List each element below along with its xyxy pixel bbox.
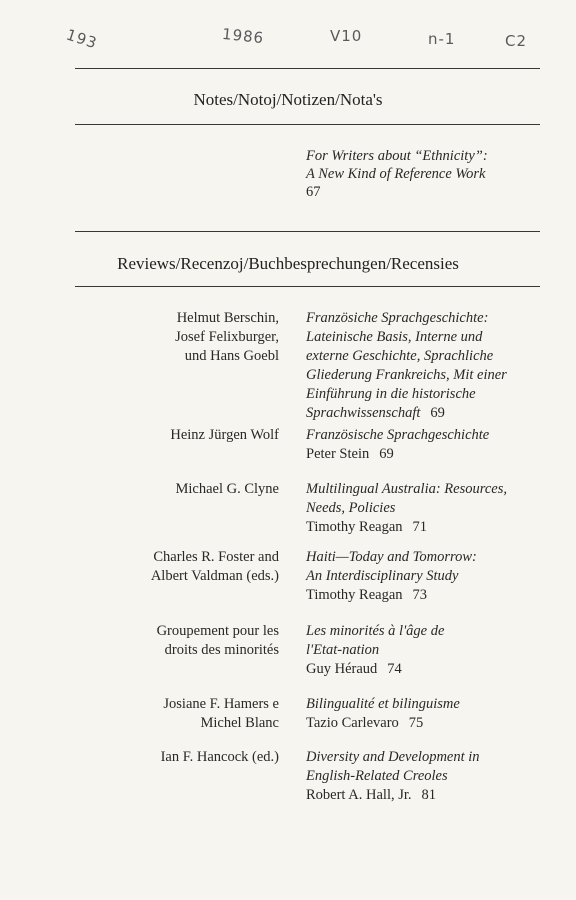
notes-heading: Notes/Notoj/Notizen/Nota's bbox=[193, 90, 383, 109]
reviews-heading: Reviews/Recenzoj/Buchbesprechungen/Recensies bbox=[117, 254, 459, 273]
review-author: Helmut Berschin, Josef Felixburger, und Hans Goebl bbox=[175, 310, 279, 364]
notes-item bbox=[306, 147, 541, 201]
review-page-number: 81 bbox=[421, 787, 437, 803]
handwritten-note: n-1 bbox=[428, 30, 456, 48]
review-page-number: 71 bbox=[412, 519, 428, 535]
review-title: Diversity and Development in English-Related Creoles bbox=[306, 749, 480, 784]
divider bbox=[75, 286, 540, 287]
review-author: Michael G. Clyne bbox=[175, 481, 279, 497]
review-author: Groupement pour les droits des minorités bbox=[156, 623, 279, 658]
note-title-line: A New Kind of Reference Work bbox=[306, 166, 486, 182]
handwritten-note: 193 bbox=[63, 25, 100, 53]
review-title: Französische Sprachgeschichte bbox=[306, 427, 490, 443]
review-title: Bilingualité et bilinguisme bbox=[306, 696, 460, 712]
review-work bbox=[306, 548, 546, 605]
note-page-number: 67 bbox=[306, 184, 321, 200]
review-work bbox=[306, 426, 546, 464]
review-author: Charles R. Foster and Albert Valdman (eds.) bbox=[150, 549, 279, 584]
review-reviewer: Timothy Reagan bbox=[306, 587, 403, 603]
review-page-number: 74 bbox=[387, 661, 402, 677]
review-page-number: 75 bbox=[408, 715, 424, 731]
review-reviewer: Robert A. Hall, Jr. bbox=[306, 787, 412, 803]
review-title: Französiche Sprachgeschichte: Lateinische Basis, Interne und externe Geschichte, Sprachliche Gliederung Frankreichs, Mit einer Einführung in die historische Sprachwissenschaft bbox=[306, 310, 507, 421]
review-title: Multilingual Australia: Resources, Needs, Policies bbox=[306, 481, 507, 516]
review-page-number: 69 bbox=[430, 405, 445, 421]
review-work bbox=[306, 748, 546, 805]
handwritten-note: 1986 bbox=[221, 24, 266, 48]
review-work bbox=[306, 480, 546, 537]
divider bbox=[75, 231, 540, 232]
review-author: Josiane F. Hamers e Michel Blanc bbox=[163, 696, 279, 731]
review-author: Ian F. Hancock (ed.) bbox=[160, 749, 279, 765]
review-page-number: 69 bbox=[379, 446, 394, 462]
divider bbox=[75, 124, 540, 125]
review-work bbox=[306, 695, 546, 733]
review-reviewer: Timothy Reagan bbox=[306, 519, 403, 535]
review-reviewer: Peter Stein bbox=[306, 446, 370, 462]
handwritten-note: V10 bbox=[330, 27, 363, 45]
review-work bbox=[306, 309, 546, 423]
review-title: Haiti—Today and Tomorrow: An Interdisciplinary Study bbox=[306, 549, 477, 584]
review-page-number: 73 bbox=[412, 587, 428, 603]
review-author: Heinz Jürgen Wolf bbox=[170, 427, 279, 443]
review-title: Les minorités à l'âge de l'Etat-nation bbox=[306, 623, 445, 658]
review-work bbox=[306, 622, 546, 679]
divider bbox=[75, 68, 540, 69]
review-reviewer: Guy Héraud bbox=[306, 661, 378, 677]
review-reviewer: Tazio Carlevaro bbox=[306, 715, 399, 731]
note-title-line: For Writers about “Ethnicity”: bbox=[306, 148, 488, 164]
handwritten-note: C2 bbox=[505, 32, 528, 50]
